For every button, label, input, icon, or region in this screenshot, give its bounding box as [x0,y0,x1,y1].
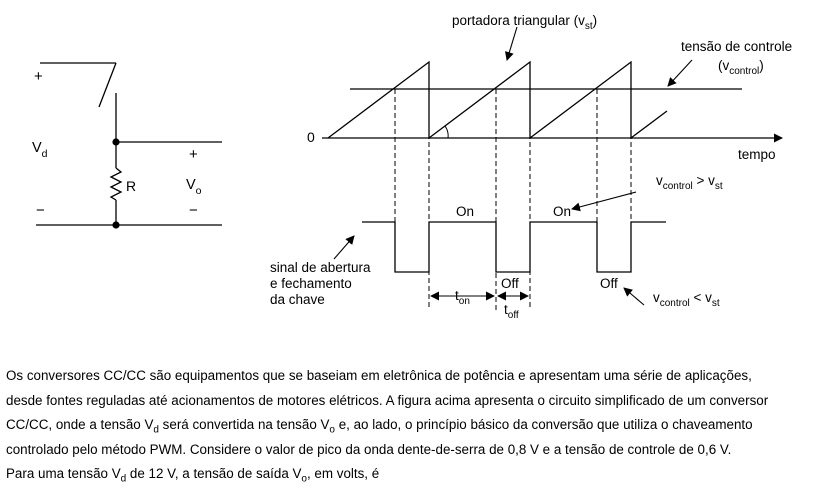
ton-label: $t_{on}$ [455,288,470,307]
off-condition-arrow [624,288,644,305]
circuit [36,63,222,225]
output-minus-sign: − [189,202,198,219]
carrier-label: portadora triangular $(v_{st})$ [452,13,598,32]
off-condition-label: $v_{control} < v_{st}$ [653,290,720,309]
on-label-2: On [553,204,572,219]
carrier-callout-arrow [507,27,517,60]
resistor-label: R [126,178,137,194]
question-line-3: CC/CC, onde a tensão $V_d$ será convertida na tensão $V_o$ e, ao lado, o princípio básico da conversão que utiliza o chaveamento [6,417,753,436]
switch-signal-label-line1: sinal de abertura [270,260,371,275]
top-node [112,138,119,145]
time-axis-label: tempo [738,147,776,162]
on-label-1: On [456,204,475,219]
switch-signal-label-line3: da chave [270,292,325,307]
question-line-1: Os conversores CC/CC são equipamentos que se baseiam em eletrônica de potência e apresentam uma série de aplicações, [6,368,752,383]
question-line-5: Para uma tensão $V_d$ de 12 V, a tensão de saída $V_o$, em volts, é [6,466,380,486]
off-label-2: Off [600,276,618,291]
switch-signal-callout-arrow [334,236,354,259]
zero-label: 0 [307,129,315,145]
question-text [6,364,828,487]
angle-mark [445,126,448,138]
output-plus-sign: + [189,146,198,163]
toff-label: $t_{off}$ [504,302,519,321]
question-line-2: desde fontes reguladas até acionamentos de motores elétricos. A figura acima apresenta o circuito simplificado de um conversor [6,392,769,408]
off-label-1: Off [501,276,519,291]
on-condition-arrow [572,192,636,209]
on-condition-label: $v_{control} > v_{st}$ [656,173,723,192]
resistor-zigzag [111,168,121,200]
sawtooth-carrier [328,62,667,138]
question-line-4: controlado pelo método PWM. Considere o valor de pico da onda dente-de-serra de 0,8 V e a tensão de controle de 0,6 V. [6,441,732,457]
input-minus-sign: − [36,202,45,219]
bottom-node [112,221,119,228]
vd-label: $V_d$ [32,140,48,160]
control-callout-arrow [668,60,692,86]
switch-blade [99,63,116,107]
pwm-switching-signal [362,222,666,272]
projection-lines [395,62,631,310]
input-plus-sign: + [34,68,43,85]
control-label-line2: $(v_{control})$ [718,58,764,77]
vo-label: $V_o$ [186,177,202,197]
control-label-line1: tensão de controle [681,39,793,54]
switch-signal-label-line2: e fechamento [270,276,352,291]
